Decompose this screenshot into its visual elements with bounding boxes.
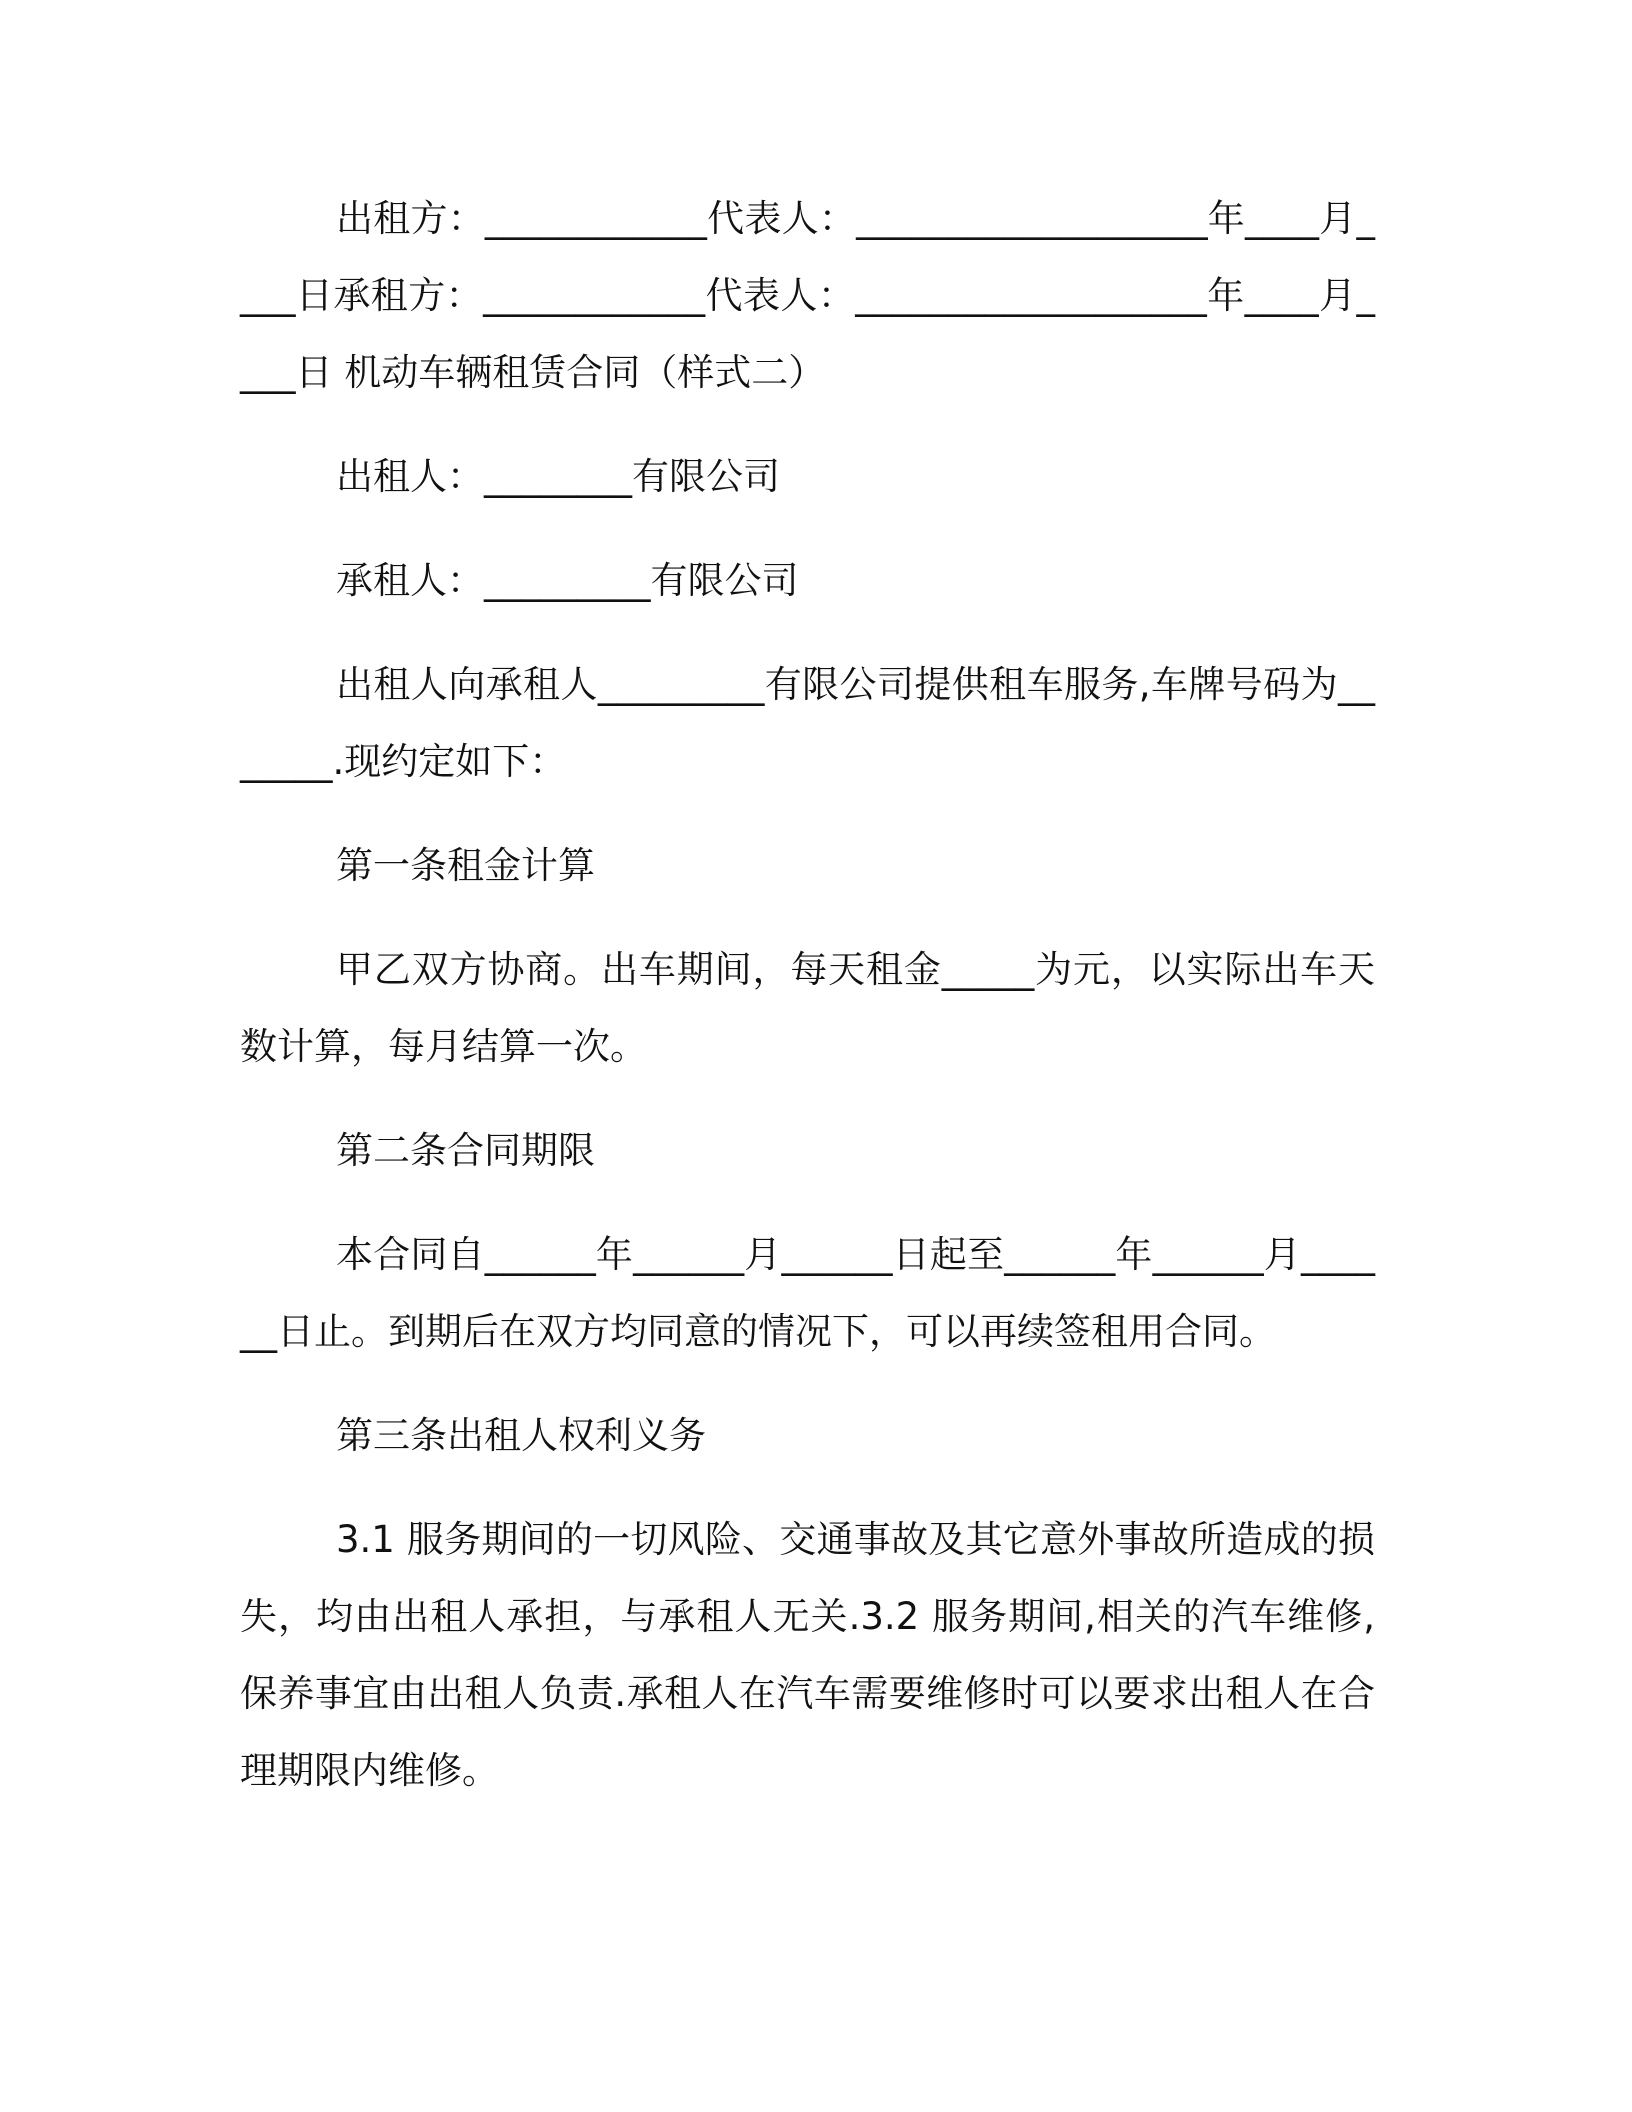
article-1-body: 甲乙双方协商。出车期间，每天租金_____为元，以实际出车天数计算，每月结算一次。 bbox=[240, 948, 1375, 1068]
article-3-body: 3.1 服务期间的一切风险、交通事故及其它意外事故所造成的损失，均由出租人承担，与承租人无关.3.2 服务期间,相关的汽车维修,保养事宜由出租人负责.承租人在汽车需要维修时可以要求出租人在合理期限内维修。 bbox=[240, 1518, 1375, 1792]
lessor-line: 出租人：________有限公司 bbox=[336, 455, 780, 498]
parties-signature-line: 出租方：____________代表人：___________________年____月____日承租方：____________代表人：___________________年____月____日 机动车辆租赁合同（样式二） bbox=[240, 197, 1375, 394]
service-intro-paragraph: 出租人向承租人_________有限公司提供租车服务,车牌号码为_______.现约定如下： bbox=[240, 663, 1375, 783]
lessee-line: 承租人：_________有限公司 bbox=[336, 559, 799, 602]
article-3-heading: 第三条出租人权利义务 bbox=[336, 1414, 706, 1457]
article-1-heading: 第一条租金计算 bbox=[336, 844, 595, 887]
document-body bbox=[240, 180, 1375, 1809]
article-2-body: 本合同自______年______月______日起至______年______月______日止。到期后在双方均同意的情况下，可以再续签租用合同。 bbox=[240, 1233, 1375, 1353]
article-2-heading: 第二条合同期限 bbox=[336, 1129, 595, 1172]
